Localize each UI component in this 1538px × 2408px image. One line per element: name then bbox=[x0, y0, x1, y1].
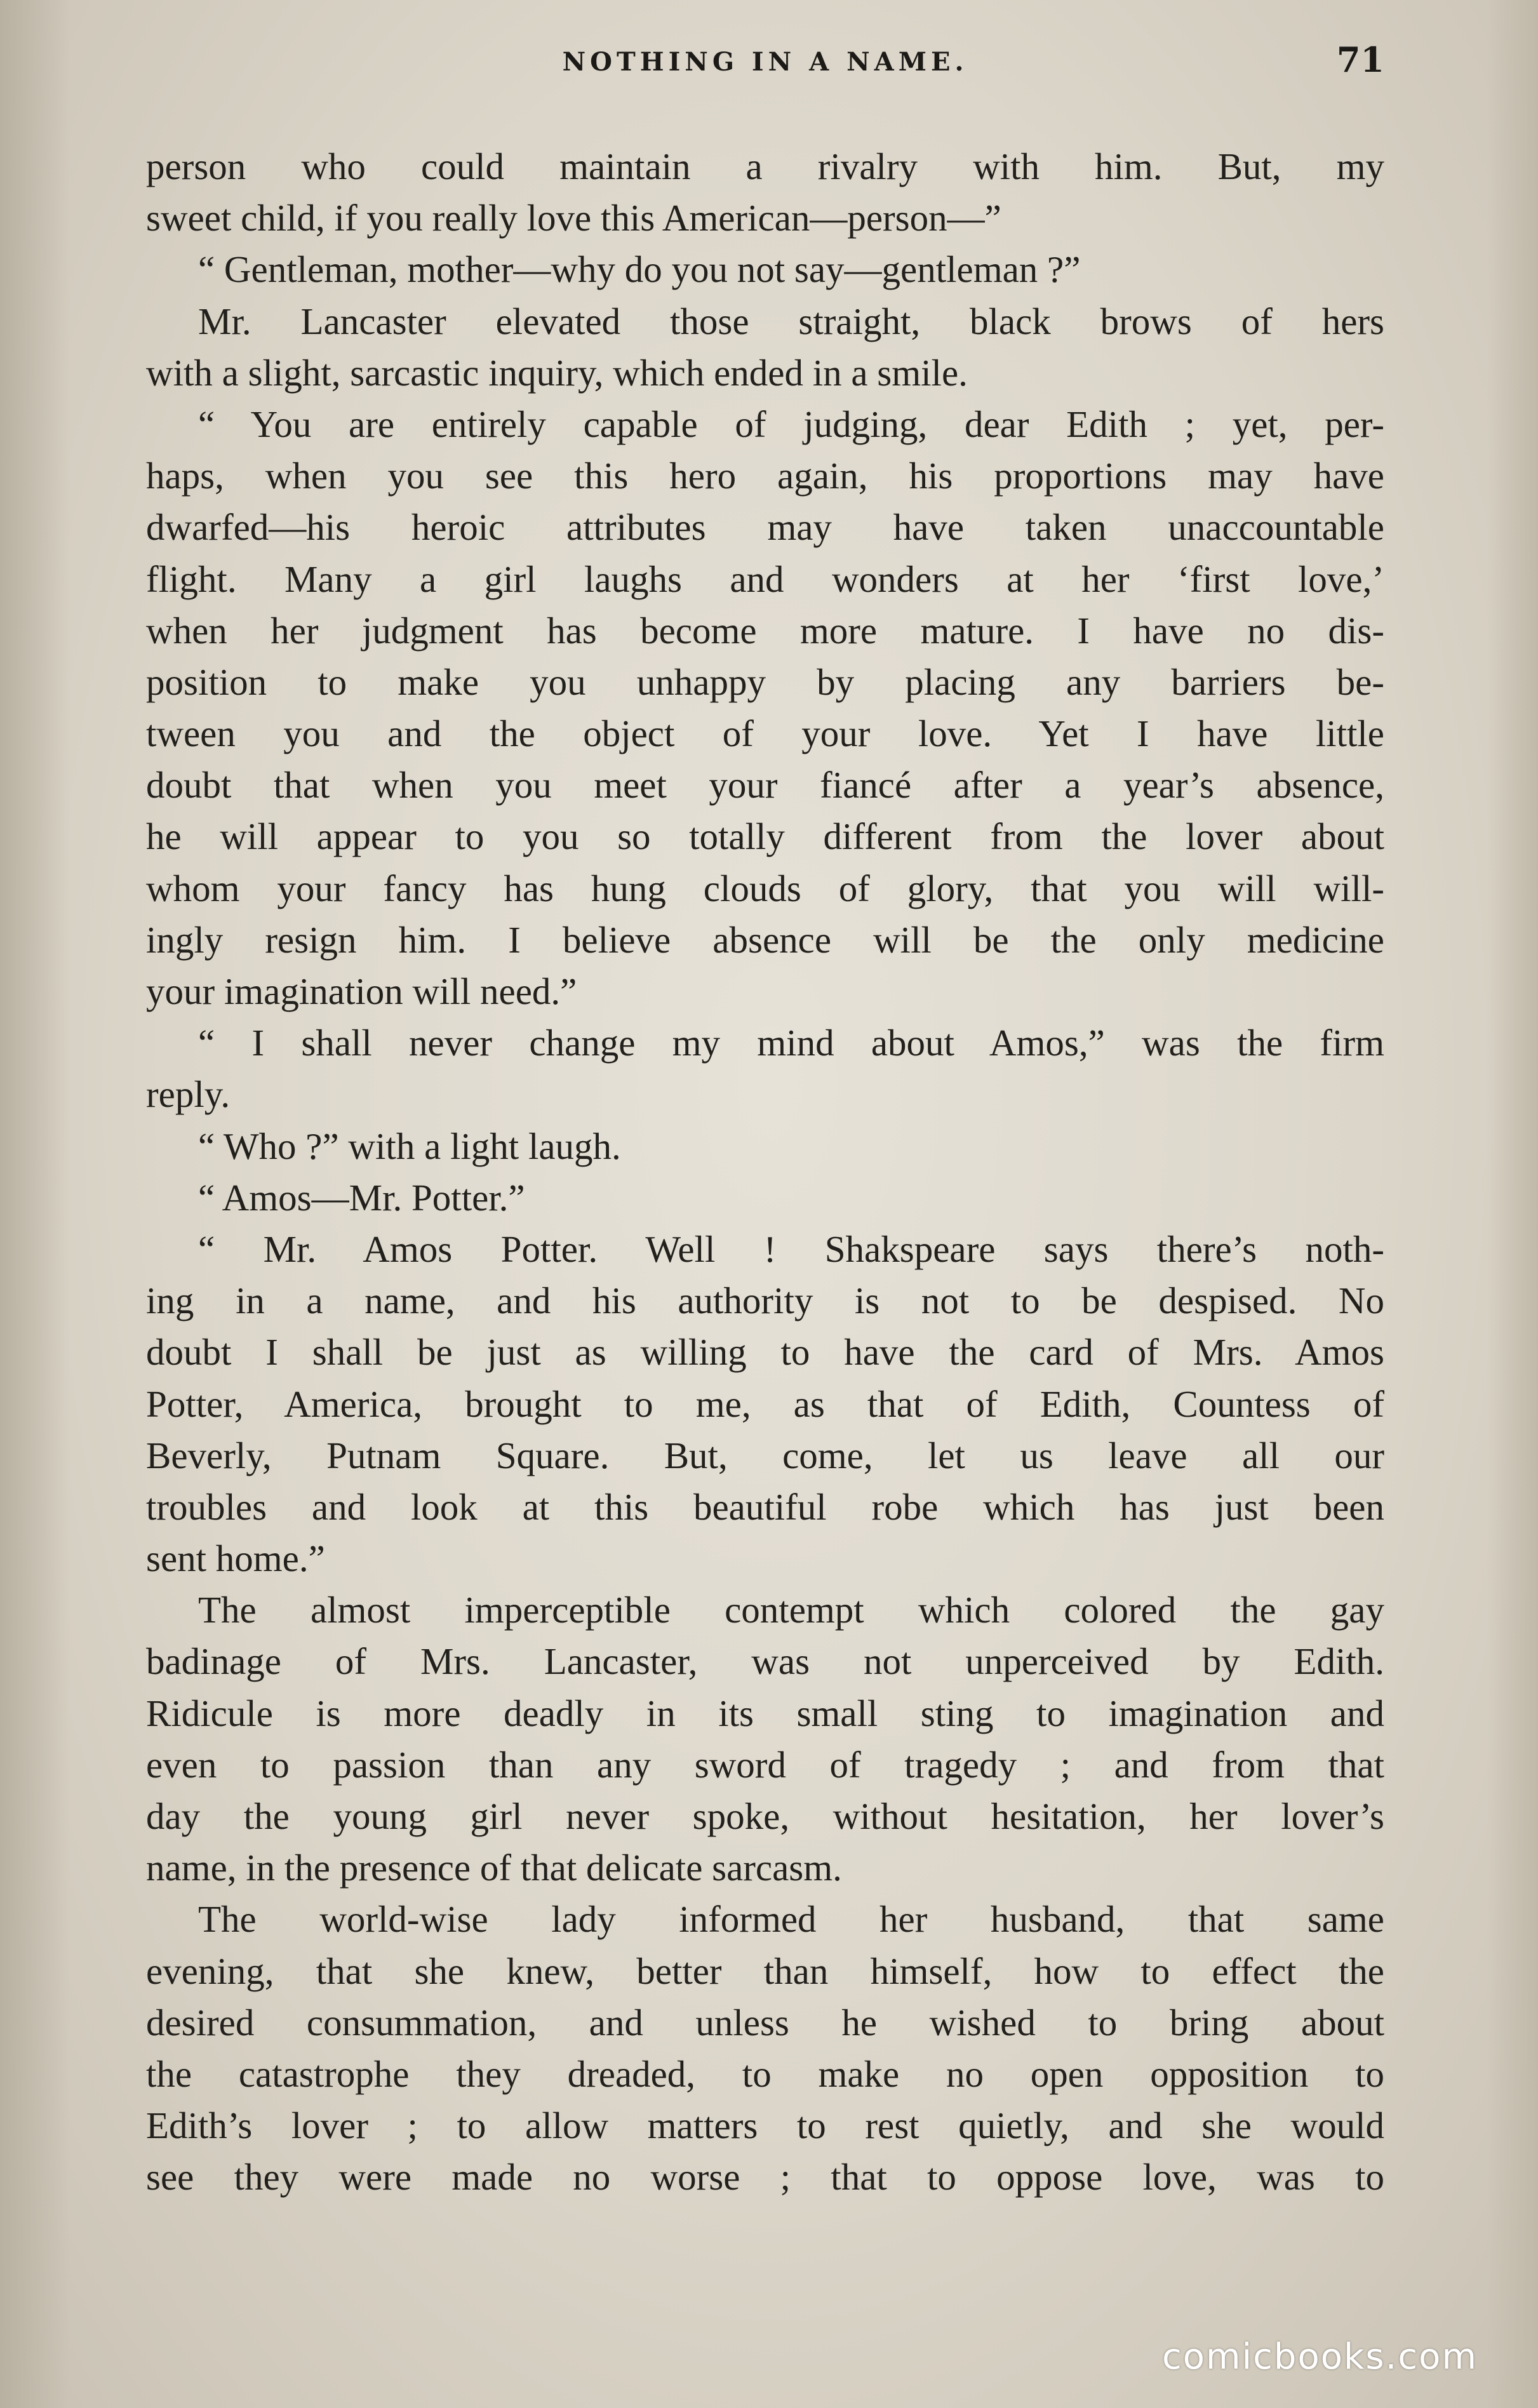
text-line: “ Who ?” with a light laugh. bbox=[198, 1125, 621, 1167]
text-line: The almost imperceptible contempt which colored the gay bbox=[198, 1589, 1384, 1631]
running-head: NOTHING IN A NAME. bbox=[562, 47, 968, 77]
text-line: sweet child, if you really love this American—person—” bbox=[146, 197, 1001, 239]
text-line: desired consummation, and unless he wished to bring about bbox=[146, 2001, 1384, 2043]
page-shadow-left bbox=[0, 0, 70, 2408]
text-line: reply. bbox=[146, 1073, 231, 1116]
text-line: “ Mr. Amos Potter. Well ! Shakspeare says there’s noth- bbox=[198, 1227, 1384, 1270]
text-line: ing in a name, and his authority is not to be despised. No bbox=[146, 1280, 1384, 1322]
text-line: doubt that when you meet your fiancé after a year’s absence, bbox=[146, 764, 1384, 806]
text-line: ingly resign him. I believe absence will be the only medicine bbox=[146, 918, 1384, 961]
text-line: evening, that she knew, better than himself, how to effect the bbox=[146, 1950, 1384, 1992]
watermark: comicbooks.com bbox=[1161, 2336, 1478, 2378]
text-line: Edith’s lover ; to allow matters to rest quietly, and she would bbox=[146, 2104, 1384, 2147]
text-line: when her judgment has become more mature. I have no dis- bbox=[146, 609, 1384, 652]
page-number: 71 bbox=[1336, 39, 1384, 80]
text-line: Mr. Lancaster elevated those straight, black brows of hers bbox=[198, 300, 1384, 342]
body-text bbox=[146, 141, 1384, 2204]
text-line: even to passion than any sword of tragedy ; and from that bbox=[146, 1743, 1384, 1786]
text-line: “ Gentleman, mother—why do you not say—gentleman ?” bbox=[198, 248, 1081, 291]
text-line: tween you and the object of your love. Yet I have little bbox=[146, 712, 1384, 755]
text-line: with a slight, sarcastic inquiry, which ended in a smile. bbox=[146, 351, 968, 394]
text-line: Beverly, Putnam Square. But, come, let us leave all our bbox=[146, 1434, 1384, 1476]
text-line: sent home.” bbox=[146, 1537, 325, 1580]
text-line: “ You are entirely capable of judging, dear Edith ; yet, per- bbox=[198, 403, 1384, 445]
text-line: Potter, America, brought to me, as that of Edith, Countess of bbox=[146, 1382, 1384, 1425]
text-line: position to make you unhappy by placing any barriers be- bbox=[146, 660, 1384, 703]
text-line: troubles and look at this beautiful robe which has just been bbox=[146, 1485, 1384, 1528]
text-line: whom your fancy has hung clouds of glory, that you will will- bbox=[146, 867, 1384, 909]
text-line: day the young girl never spoke, without hesitation, her lover’s bbox=[146, 1795, 1384, 1837]
text-line: “ Amos—Mr. Potter.” bbox=[198, 1176, 525, 1219]
text-line: see they were made no worse ; that to oppose love, was to bbox=[146, 2156, 1384, 2198]
text-line: doubt I shall be just as willing to have the card of Mrs. Amos bbox=[146, 1331, 1384, 1374]
text-line: your imagination will need.” bbox=[146, 970, 577, 1012]
text-line: “ I shall never change my mind about Amos,” was the firm bbox=[198, 1022, 1384, 1064]
text-line: person who could maintain a rivalry with him. But, my bbox=[146, 145, 1384, 187]
text-line: name, in the presence of that delicate sarcasm. bbox=[146, 1847, 842, 1889]
text-line: The world-wise lady informed her husband, that same bbox=[198, 1898, 1384, 1941]
text-line: haps, when you see this hero again, his proportions may have bbox=[146, 455, 1384, 497]
page-header bbox=[146, 39, 1384, 90]
text-line: flight. Many a girl laughs and wonders at her ‘first love,’ bbox=[146, 558, 1384, 600]
text-line: badinage of Mrs. Lancaster, was not unperceived by Edith. bbox=[146, 1640, 1384, 1683]
page-shadow-right bbox=[1487, 0, 1538, 2408]
text-line: the catastrophe they dreaded, to make no open opposition to bbox=[146, 2052, 1384, 2095]
text-line: Ridicule is more deadly in its small sting to imagination and bbox=[146, 1692, 1384, 1734]
text-line: he will appear to you so totally different from the lover about bbox=[146, 815, 1384, 858]
text-line: dwarfed—his heroic attributes may have taken unaccountable bbox=[146, 506, 1384, 549]
